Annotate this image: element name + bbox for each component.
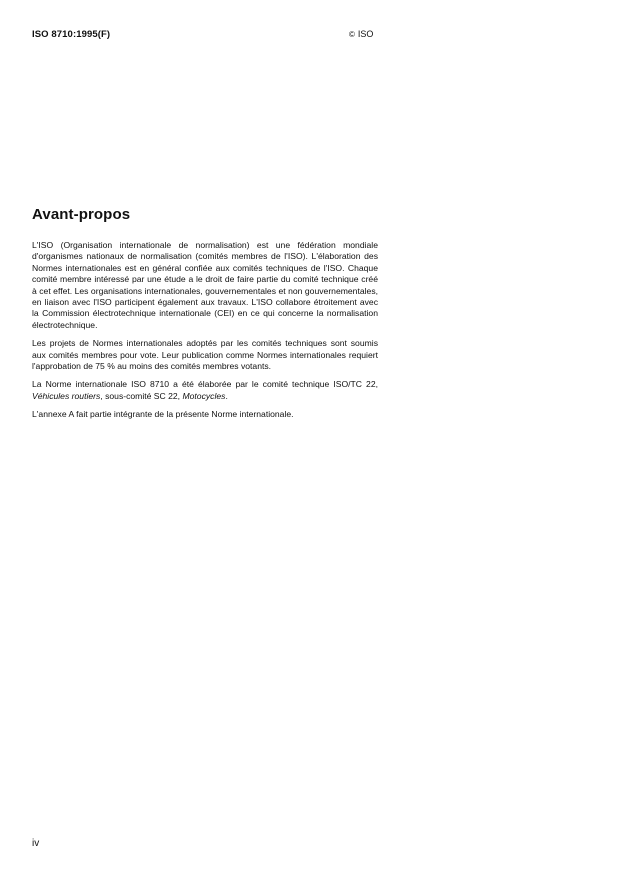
copyright-symbol: ©: [349, 30, 355, 39]
page-title: Avant-propos: [32, 206, 131, 223]
paragraph-iso-intro: L'ISO (Organisation internationale de normalisation) est une fédération mondiale d'organismes nationaux de normalisation (comités membres de l'ISO). L'élaboration des Normes internationales est en général confiée aux comités techniques de l'ISO. Chaque comité membre intéressé par une étude a le droit de faire partie du comité technique créé à cet effet. Les organisations internationales, gouvernementales et non gouvernementales, en liaison avec l'ISO participent également aux travaux. L'ISO collabore étroitement avec la Commission électrotechnique internationale (CEI) en ce qui concerne la normalisation électrotechnique.: [32, 240, 378, 330]
standard-reference: ISO 8710:1995(F): [32, 29, 111, 40]
copyright-notice: [349, 29, 373, 39]
paragraph-committee: [32, 379, 378, 402]
committee-name-vehicles: Véhicules routiers: [32, 390, 101, 401]
paragraph-annex: L'annexe A fait partie intégrante de la présente Norme internationale.: [32, 409, 294, 420]
paragraph-voting: Les projets de Normes internationales adoptés par les comités techniques sont soumis aux comités membres pour vote. Leur publication comme Normes internationales requiert l'approbation de 75 % au moins des comités membres votants.: [32, 338, 378, 372]
subcommittee-name-motorcycles: Motocycles: [182, 390, 226, 401]
copyright-org: ISO: [357, 29, 374, 39]
page-number: iv: [32, 838, 40, 849]
committee-text-start: La Norme internationale ISO 8710 a été élaborée par le comité technique ISO/TC 22,: [32, 379, 378, 390]
committee-text-end: .: [225, 390, 228, 401]
foreword-body: [32, 240, 378, 428]
committee-text-mid: , sous-comité SC 22,: [100, 390, 181, 401]
